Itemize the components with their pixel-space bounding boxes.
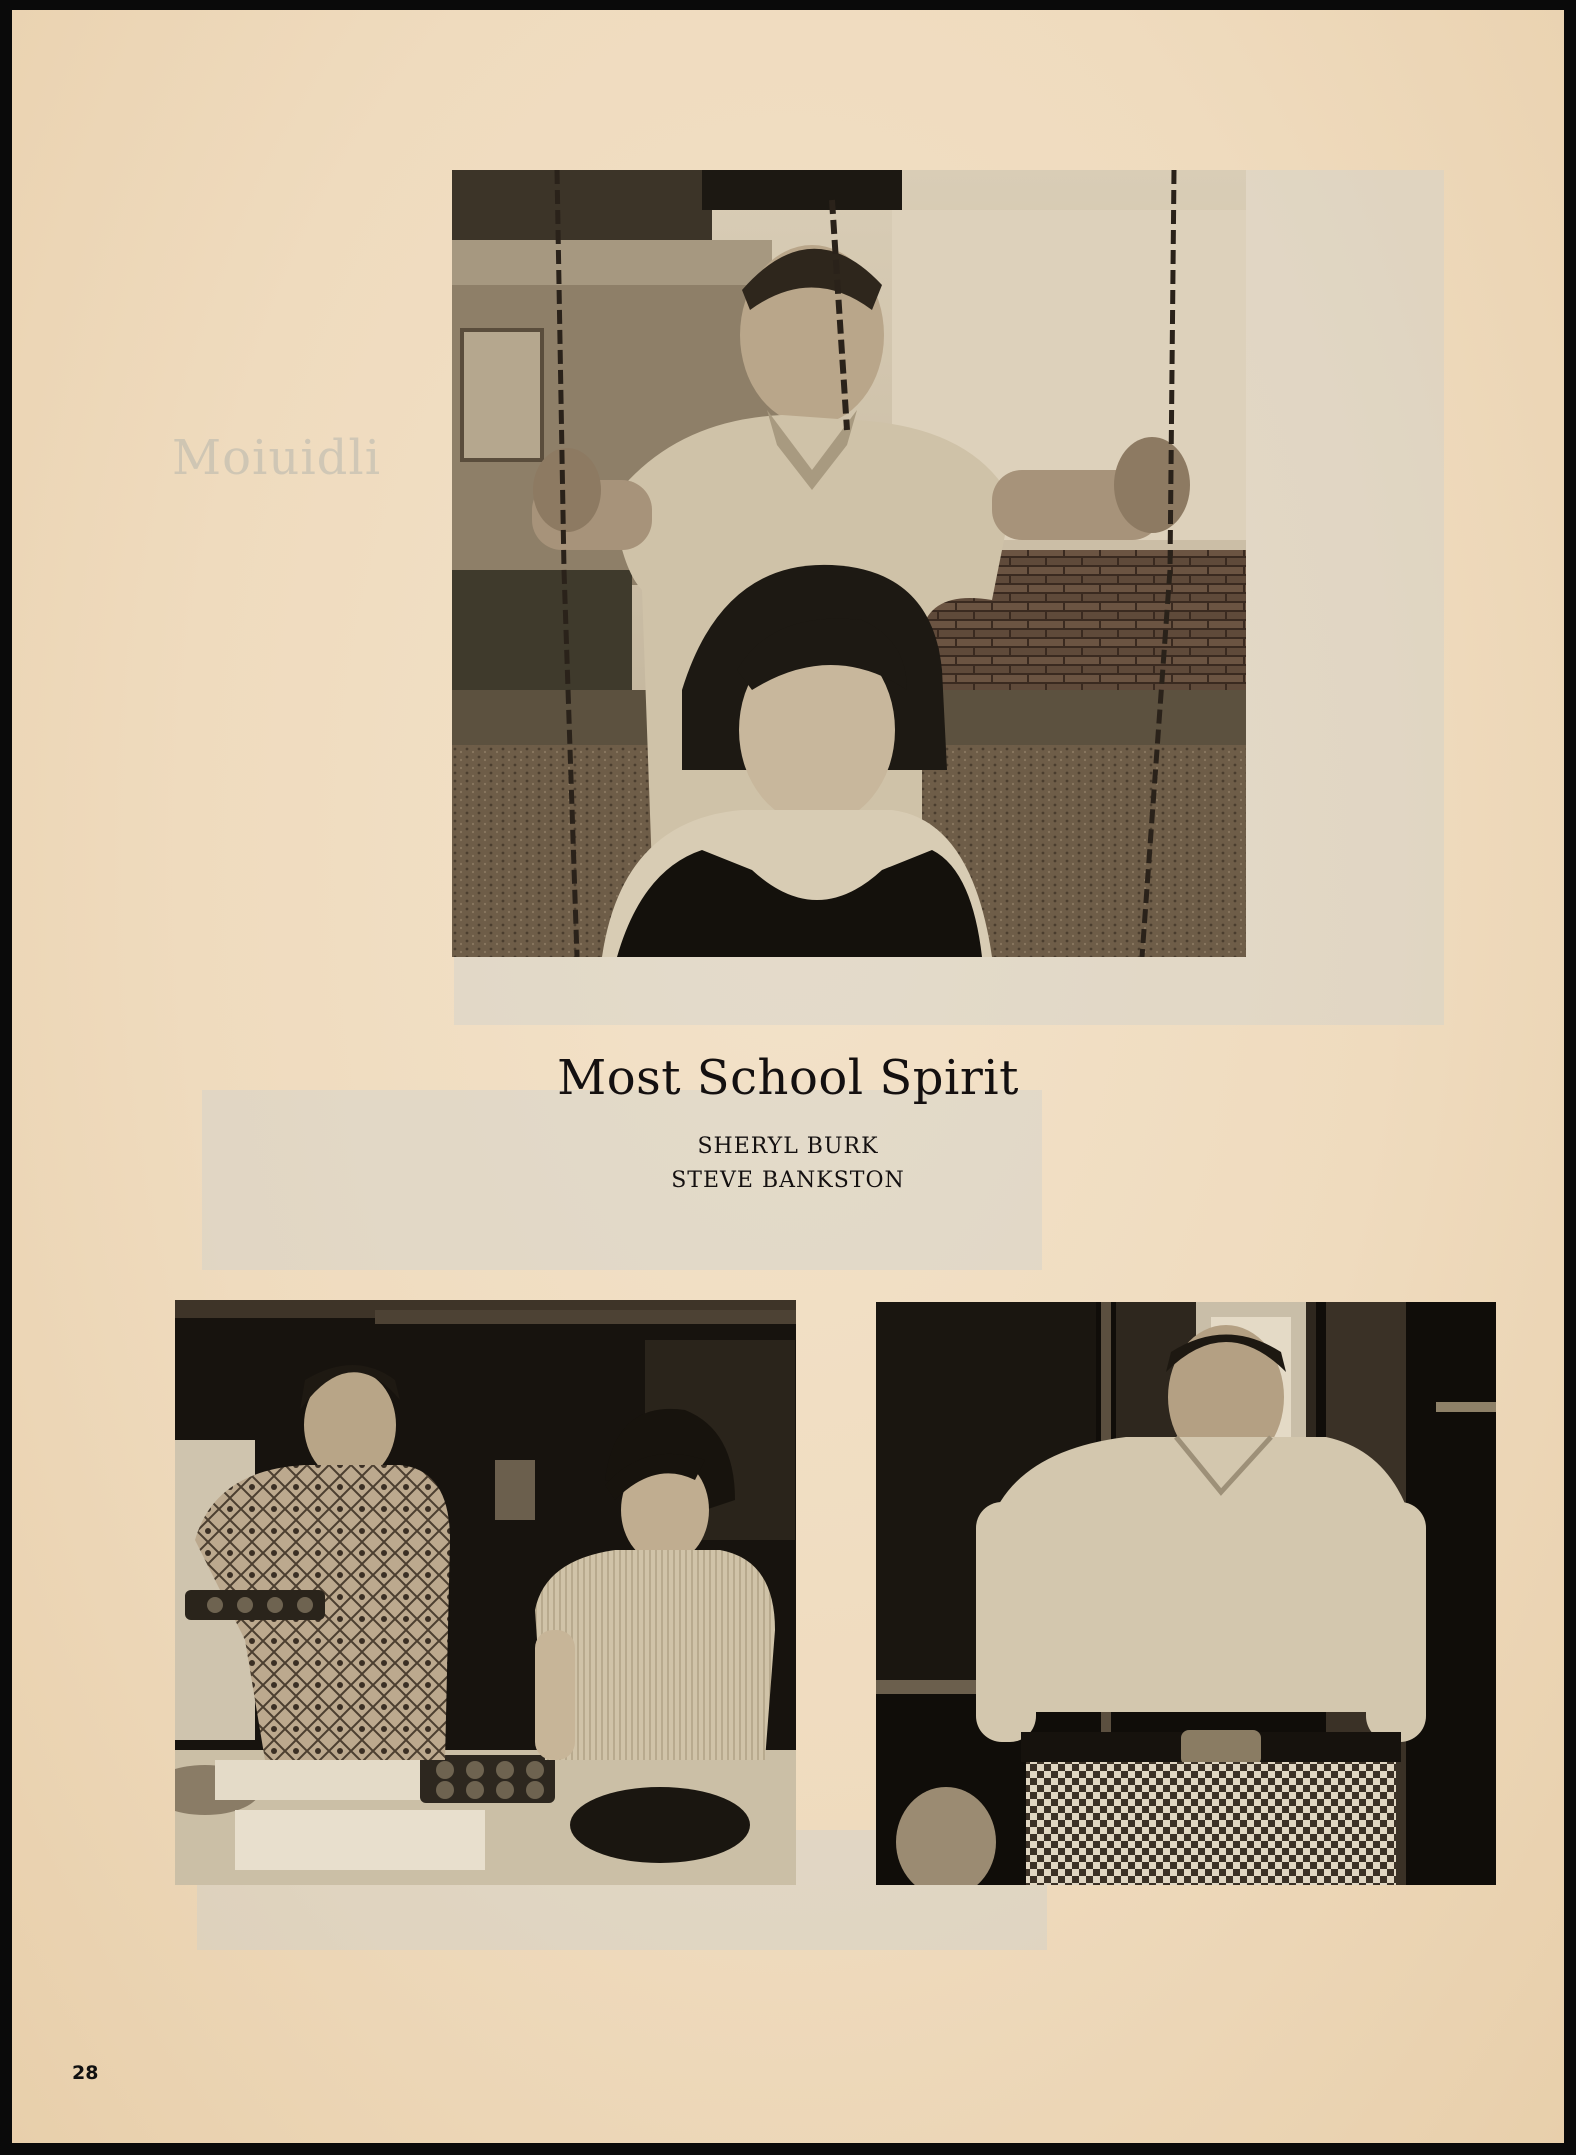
yearbook-page — [12, 10, 1564, 2143]
honoree-name: STEVE BANKSTON — [671, 1168, 905, 1193]
page-number: 28 — [72, 2062, 99, 2084]
honoree-name: SHERYL BURK — [697, 1134, 879, 1159]
photo-swing — [452, 170, 1246, 957]
bleed-through-heading: Moiuidli — [172, 430, 382, 486]
page-title: Most School Spirit — [557, 1050, 1019, 1106]
photo-man-standing — [876, 1302, 1496, 1885]
photo-kitchen — [175, 1300, 796, 1885]
